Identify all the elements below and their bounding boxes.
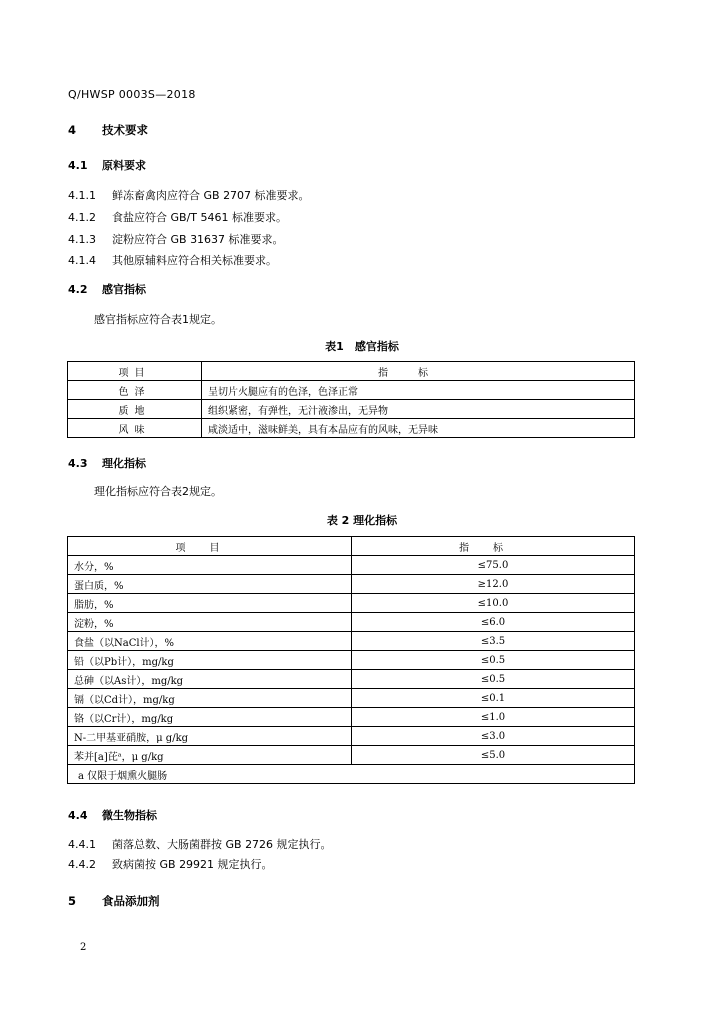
table-row xyxy=(68,746,635,765)
table-cell-indicator: 呈切片火腿应有的色泽，色泽正常 xyxy=(202,381,635,400)
table-cell-item: 铬（以Cr计），mg/kg xyxy=(68,708,352,727)
clause-4-1-2 xyxy=(68,209,287,225)
table-1 xyxy=(67,361,635,438)
table-row xyxy=(68,670,635,689)
table-note-row xyxy=(68,765,635,784)
table-cell-value: ≤3.0 xyxy=(352,727,635,746)
clause-4-4-2 xyxy=(68,856,273,872)
table-row xyxy=(68,575,635,594)
table-row xyxy=(68,651,635,670)
section-4-1-heading xyxy=(68,157,146,173)
table-cell-value: ≥12.0 xyxy=(352,575,635,594)
table-cell-item: 镉（以Cd计），mg/kg xyxy=(68,689,352,708)
table-row xyxy=(68,381,635,400)
header-cell-item: 项目 xyxy=(68,537,352,556)
section-number: 4.1 xyxy=(68,159,88,172)
clause-number: 4.1.4 xyxy=(68,254,96,267)
table-cell-item: 食盐（以NaCl计），% xyxy=(68,632,352,651)
clause-text: 食盐应符合 GB/T 5461 标准要求。 xyxy=(112,211,287,224)
table-row xyxy=(68,708,635,727)
table-row xyxy=(68,689,635,708)
section-number: 4 xyxy=(68,123,77,137)
table-cell-indicator: 组织紧密，有弹性，无汁液渗出，无异物 xyxy=(202,400,635,419)
table-cell-value: ≤0.1 xyxy=(352,689,635,708)
section-4-4-heading xyxy=(68,807,157,823)
clause-number: 4.1.1 xyxy=(68,189,96,202)
section-number: 4.3 xyxy=(68,457,88,470)
table-footnote: a 仅限于烟熏火腿肠 xyxy=(68,765,635,784)
table-cell-item: N-二甲基亚硝胺，μ g/kg xyxy=(68,727,352,746)
table-row xyxy=(68,613,635,632)
table-cell-item: 水分，% xyxy=(68,556,352,575)
table-header-row xyxy=(68,537,635,556)
table-row xyxy=(68,594,635,613)
clause-4-4-1 xyxy=(68,836,332,852)
table-cell-item: 总砷（以As计），mg/kg xyxy=(68,670,352,689)
table-row xyxy=(68,400,635,419)
clause-text: 鲜冻畜禽肉应符合 GB 2707 标准要求。 xyxy=(112,189,310,202)
table-cell-value: ≤0.5 xyxy=(352,670,635,689)
clause-number: 4.4.2 xyxy=(68,858,96,871)
table-2-caption: 表 2 理化指标 xyxy=(326,514,398,527)
table-1-caption: 表1 感官指标 xyxy=(325,340,399,353)
section-4-heading xyxy=(68,122,148,138)
section-5-heading xyxy=(68,893,160,909)
table-row xyxy=(68,632,635,651)
clause-text: 其他原辅料应符合相关标准要求。 xyxy=(112,254,277,267)
table-cell-item: 淀粉，% xyxy=(68,613,352,632)
section-4-3-paragraph: 理化指标应符合表2规定。 xyxy=(94,485,222,498)
section-4-3-heading xyxy=(68,455,146,471)
section-title: 微生物指标 xyxy=(102,809,157,822)
table-2 xyxy=(67,536,635,784)
section-title: 技术要求 xyxy=(102,123,148,137)
page-number: 2 xyxy=(80,942,87,953)
table-row xyxy=(68,556,635,575)
table-cell-value: ≤5.0 xyxy=(352,746,635,765)
section-title: 感官指标 xyxy=(102,283,146,296)
section-title: 理化指标 xyxy=(102,457,146,470)
table-cell-value: ≤0.5 xyxy=(352,651,635,670)
section-4-2-paragraph: 感官指标应符合表1规定。 xyxy=(94,313,222,326)
clause-4-1-3 xyxy=(68,231,284,247)
clause-text: 淀粉应符合 GB 31637 标准要求。 xyxy=(112,233,284,246)
clause-text: 菌落总数、大肠菌群按 GB 2726 规定执行。 xyxy=(112,838,332,851)
document-header: Q/HWSP 0003S—2018 xyxy=(68,88,196,101)
table-header-row xyxy=(68,362,635,381)
table-cell-indicator: 咸淡适中，滋味鲜美，具有本品应有的风味，无异味 xyxy=(202,419,635,438)
header-cell-indicator: 指标 xyxy=(352,537,635,556)
clause-number: 4.4.1 xyxy=(68,838,96,851)
section-number: 5 xyxy=(68,894,77,908)
table-cell-item: 蛋白质，% xyxy=(68,575,352,594)
table-cell-value: ≤75.0 xyxy=(352,556,635,575)
clause-number: 4.1.2 xyxy=(68,211,96,224)
table-cell-item: 苯并[a]芘ᵃ，μ g/kg xyxy=(68,746,352,765)
header-cell-indicator: 指标 xyxy=(202,362,635,381)
header-cell-item: 项目 xyxy=(68,362,202,381)
table-row xyxy=(68,419,635,438)
table-row xyxy=(68,727,635,746)
clause-4-1-1 xyxy=(68,187,310,203)
clause-number: 4.1.3 xyxy=(68,233,96,246)
table-cell-item: 脂肪，% xyxy=(68,594,352,613)
section-title: 原料要求 xyxy=(102,159,146,172)
clause-4-1-4 xyxy=(68,252,277,268)
table-cell-value: ≤10.0 xyxy=(352,594,635,613)
table-cell-item: 质地 xyxy=(68,400,202,419)
section-number: 4.2 xyxy=(68,283,88,296)
table-cell-value: ≤1.0 xyxy=(352,708,635,727)
clause-text: 致病菌按 GB 29921 规定执行。 xyxy=(112,858,273,871)
table-cell-item: 铅（以Pb计），mg/kg xyxy=(68,651,352,670)
table-cell-value: ≤3.5 xyxy=(352,632,635,651)
section-number: 4.4 xyxy=(68,809,88,822)
table-cell-value: ≤6.0 xyxy=(352,613,635,632)
section-4-2-heading xyxy=(68,281,146,297)
section-title: 食品添加剂 xyxy=(102,894,160,908)
table-cell-item: 色泽 xyxy=(68,381,202,400)
table-cell-item: 风味 xyxy=(68,419,202,438)
